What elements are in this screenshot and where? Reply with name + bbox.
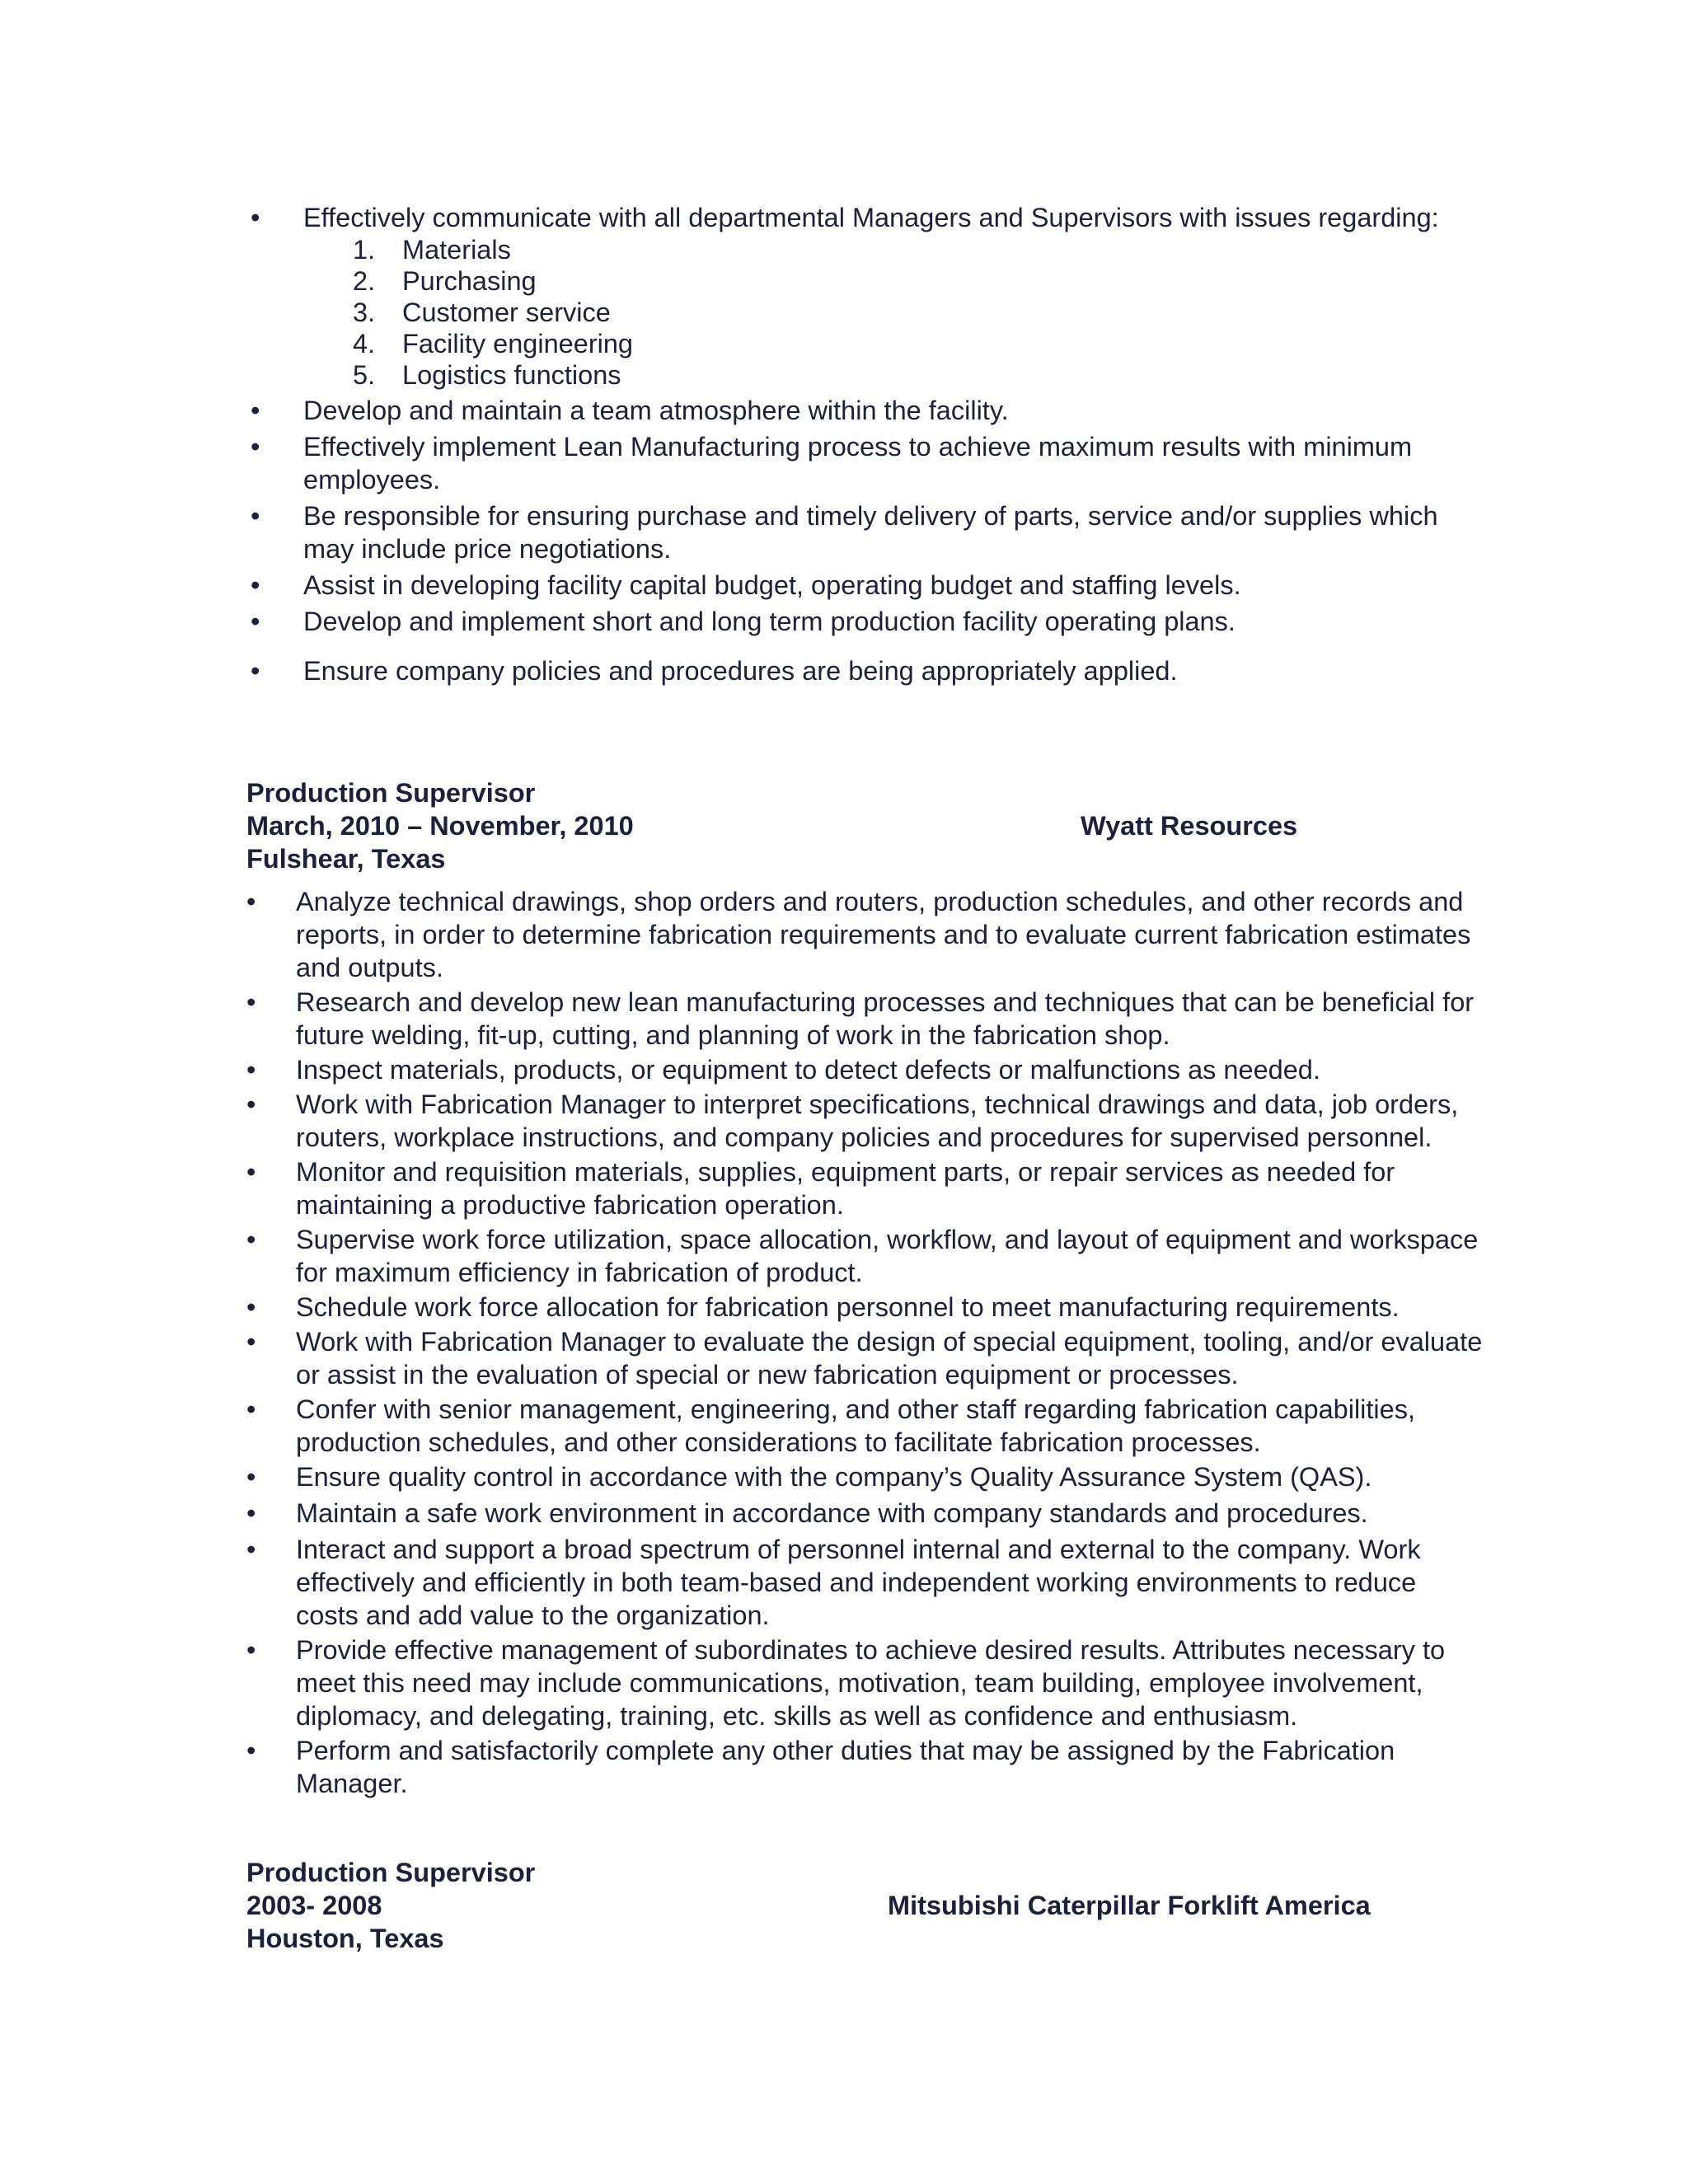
list-item — [251, 499, 1487, 565]
bullet-icon: • — [246, 1327, 256, 1357]
list-item — [251, 605, 1487, 638]
list-item-text: Supervise work force utilization, space allocation, workflow, and layout of equipment and workspace for maximum efficiency in fabrication of product. — [296, 1225, 1479, 1287]
list-item — [246, 1497, 1483, 1530]
list-item — [246, 1291, 1483, 1324]
job-title: Production Supervisor — [246, 778, 536, 808]
list-item — [251, 569, 1487, 602]
list-item — [246, 1633, 1483, 1732]
bullet-icon: • — [251, 396, 260, 425]
list-item-text: Effectively communicate with all departmental Managers and Supervisors with issues regarding: — [303, 203, 1439, 232]
bullet-icon: • — [246, 1736, 256, 1765]
list-item — [246, 1460, 1483, 1493]
bullet-icon: • — [251, 570, 260, 600]
numbered-item: 5. Logistics functions — [353, 360, 621, 390]
job-location: Fulshear, Texas — [246, 844, 446, 874]
list-item-text: Effectively implement Lean Manufacturing process to achieve maximum results with minimum employees. — [303, 432, 1413, 494]
job-title: Production Supervisor — [246, 1858, 536, 1887]
list-item-text: Develop and implement short and long term production facility operating plans. — [303, 607, 1236, 636]
bullet-icon: • — [246, 1462, 256, 1492]
list-item — [246, 986, 1483, 1052]
list-item-text: Schedule work force allocation for fabrication personnel to meet manufacturing requirements. — [296, 1292, 1400, 1322]
bullet-icon: • — [246, 1090, 256, 1119]
job-dates: 2003- 2008 — [246, 1891, 382, 1920]
numbered-list — [353, 234, 1487, 391]
list-item-text: Inspect materials, products, or equipment to detect defects or malfunctions as needed. — [296, 1055, 1320, 1085]
list-item — [246, 1734, 1483, 1800]
bullet-icon: • — [251, 203, 260, 232]
job-duties-list — [246, 885, 1483, 1802]
job-header-mitsubishi — [246, 1856, 1483, 1955]
bullet-icon: • — [251, 656, 260, 686]
list-item-text: Research and develop new lean manufacturing processes and techniques that can be beneficial for future welding, fit-up, cutting, and planning of work in the fabrication shop. — [296, 987, 1475, 1050]
numbered-item: 4. Facility engineering — [353, 329, 634, 359]
bullet-icon: • — [246, 1535, 256, 1564]
list-item-text: Develop and maintain a team atmosphere within the facility. — [303, 396, 1009, 425]
bullet-icon: • — [246, 1157, 256, 1187]
list-item — [246, 1088, 1483, 1154]
list-item-text: Ensure company policies and procedures are being appropriately applied. — [303, 656, 1178, 686]
list-item — [246, 1533, 1483, 1632]
bullet-icon: • — [251, 607, 260, 636]
bullet-icon: • — [251, 501, 260, 531]
bullet-icon: • — [246, 887, 256, 916]
bullet-icon: • — [246, 1394, 256, 1424]
bullet-icon: • — [246, 1498, 256, 1528]
job-location: Houston, Texas — [246, 1924, 444, 1953]
bullet-icon: • — [246, 1292, 256, 1322]
bullet-icon: • — [246, 1055, 256, 1085]
list-item-text: Confer with senior management, engineering, and other staff regarding fabrication capabilities, production schedules, and other considerations to facilitate fabrication processes. — [296, 1394, 1415, 1457]
numbered-item: 1. Materials — [353, 235, 511, 265]
list-item-text: Monitor and requisition materials, supplies, equipment parts, or repair services as needed for maintaining a productive fabrication operation. — [296, 1157, 1395, 1220]
bullet-icon: • — [246, 1225, 256, 1254]
list-item — [246, 1223, 1483, 1289]
list-item — [246, 1393, 1483, 1459]
list-item — [251, 201, 1487, 391]
list-item-text: Perform and satisfactorily complete any other duties that may be assigned by the Fabrication Manager. — [296, 1736, 1395, 1798]
list-item — [246, 1053, 1483, 1086]
list-item — [246, 1325, 1483, 1391]
job-header-wyatt — [246, 776, 1483, 875]
list-item-text: Work with Fabrication Manager to interpret specifications, technical drawings and data, job orders, routers, workplace instructions, and company policies and procedures for supervised personnel. — [296, 1090, 1459, 1152]
list-item-text: Provide effective management of subordinates to achieve desired results. Attributes necessary to meet this need may include communications, motivation, team building, employee involvement, diplomacy, and delegating, training, etc. skills as well as confidence and enthusiasm. — [296, 1635, 1446, 1731]
responsibilities-list — [251, 201, 1487, 687]
bullet-icon: • — [246, 1635, 256, 1665]
list-item — [246, 885, 1483, 984]
numbered-item: 2. Purchasing — [353, 266, 537, 296]
list-item-text: Be responsible for ensuring purchase and timely delivery of parts, service and/or supplies which may include price negotiations. — [303, 501, 1438, 564]
bullet-icon: • — [246, 987, 256, 1017]
list-item-text: Ensure quality control in accordance with the company’s Quality Assurance System (QAS). — [296, 1462, 1372, 1492]
list-item-text: Work with Fabrication Manager to evaluate the design of special equipment, tooling, and/or evaluate or assist in the evaluation of special or new fabrication equipment or processes. — [296, 1327, 1483, 1390]
list-item — [246, 1155, 1483, 1221]
list-item-text: Interact and support a broad spectrum of personnel internal and external to the company. Work effectively and efficiently in both team-based and independent working environments to reduce costs and add value to the organization. — [296, 1535, 1421, 1630]
list-item — [251, 394, 1487, 427]
list-item — [251, 654, 1487, 687]
list-item-text: Assist in developing facility capital budget, operating budget and staffing levels. — [303, 570, 1241, 600]
job-dates: March, 2010 – November, 2010 — [246, 811, 634, 841]
job-company: Mitsubishi Caterpillar Forklift America — [888, 1891, 1371, 1920]
numbered-item: 3. Customer service — [353, 298, 611, 327]
bullet-icon: • — [251, 432, 260, 462]
list-item-text: Maintain a safe work environment in accordance with company standards and procedures. — [296, 1498, 1368, 1528]
job-company: Wyatt Resources — [1081, 811, 1298, 841]
list-item-text: Analyze technical drawings, shop orders and routers, production schedules, and other records and reports, in order to determine fabrication requirements and to evaluate current fabrication estimates and outputs. — [296, 887, 1471, 982]
list-item — [251, 430, 1487, 496]
